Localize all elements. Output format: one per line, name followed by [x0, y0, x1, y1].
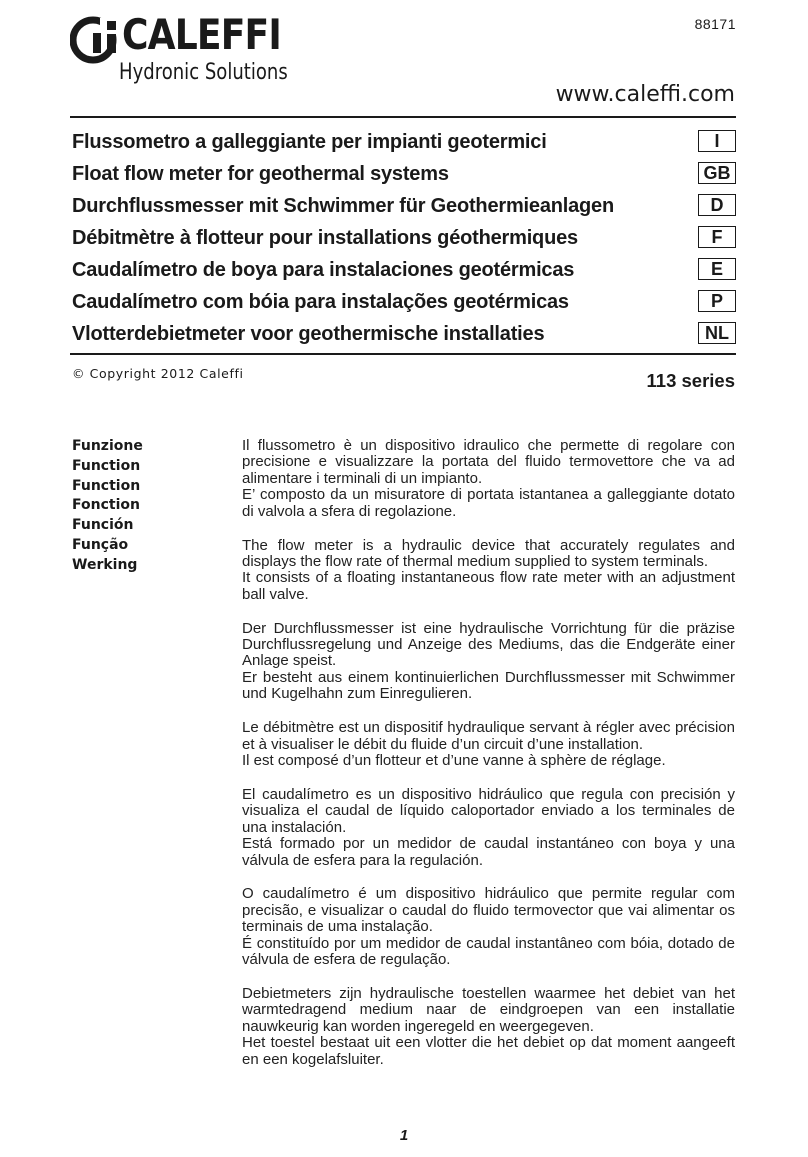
title-divider [70, 353, 736, 355]
caleffi-logo [70, 10, 300, 94]
paragraph-text: É constituído por um medidor de caudal instantâneo com bóia, dotado de válvula de esfera de regulação. [242, 934, 735, 969]
paragraph-text: Il est composé d’un flotteur et d’une vanne à sphère de réglage. [242, 752, 666, 769]
function-label: Funzione [72, 438, 143, 454]
copyright-notice: © Copyright 2012 Caleffi [72, 366, 244, 381]
title-text: Flussometro a galleggiante per impianti geotermici [72, 130, 547, 153]
title-text: Caudalímetro de boya para instalaciones geotérmicas [72, 258, 575, 281]
language-code-box: NL [698, 322, 736, 344]
paragraph-text: Het toestel bestaat uit een vlotter die het debiet op dat moment aangeeft en een kogelafsluiter. [242, 1034, 735, 1068]
title-row-f [72, 222, 736, 254]
paragraph-text: It consists of a floating instantaneous flow rate meter with an adjustment ball valve. [242, 569, 735, 603]
paragraph-text: Er besteht aus einem kontinuierlichen Durchflussmesser mit Schwimmer und Kugelhahn zum Einregulieren. [242, 668, 735, 703]
website-url[interactable]: www.caleffi.com [555, 82, 735, 107]
language-code-box: GB [698, 162, 736, 184]
function-label: Function [72, 457, 141, 474]
title-text: Vlotterdebietmeter voor geothermische installaties [72, 322, 545, 345]
paragraph-text: E’ composto da un misuratore di portata istantanea a galleggiante dotato di valvola a sfera di regolazione. [242, 486, 735, 520]
paragraph-f [242, 720, 735, 769]
title-row-nl [72, 318, 736, 350]
function-label: Function [72, 477, 141, 494]
paragraph-text: Debietmeters zijn hydraulische toestellen waarmee het debiet van het warmtedragend medium naar de eindgroepen van een installatie nauwkeurig kan worden ingeregeld en weergegeven. [242, 984, 735, 1035]
paragraph-text: Il flussometro è un dispositivo idraulico che permette di regolare con precisione e visualizzare la portata del fluido termovettore che va ad alimentare i terminali di un impianto. [242, 437, 735, 487]
function-label: Fonction [72, 497, 140, 514]
title-row-d [72, 190, 736, 222]
paragraph-text: The flow meter is a hydraulic device that accurately regulates and displays the flow rate of thermal medium supplied to system terminals. [242, 536, 735, 570]
brand-tagline: Hydronic Solutions [119, 60, 288, 85]
paragraph-text: Der Durchflussmesser ist eine hydraulische Vorrichtung für die präzise Durchflussregelung und Anzeige des Mediums, das die Endgeräte einer Anlage speist. [242, 619, 735, 670]
header-divider [70, 116, 736, 118]
brand-name: CALEFFI [122, 10, 281, 59]
title-list [72, 126, 736, 350]
title-text: Caudalímetro com bóia para instalações geotérmicas [72, 290, 569, 313]
caleffi-logo-icon [70, 14, 120, 64]
paragraph-e [242, 787, 735, 869]
page-number: 1 [399, 1127, 409, 1144]
function-description-column [242, 438, 735, 1086]
paragraph-text: O caudalímetro é um dispositivo hidráulico que permite regular com precisão, e visualizar o caudal do fluido termovector que vai alimentar os terminais de uma instalação. [242, 885, 735, 936]
title-row-p [72, 286, 736, 318]
product-series: 113 series [646, 370, 735, 391]
language-code-box: I [698, 130, 736, 152]
title-text: Float flow meter for geothermal systems [72, 162, 449, 185]
paragraph-text: Está formado por un medidor de caudal instantáneo con boya y una válvula de esfera para la regulación. [242, 835, 735, 869]
paragraph-text: Le débitmètre est un dispositif hydraulique servant à régler avec précision et à visualiser le débit du fluide d’un circuit d’une installation. [242, 719, 735, 753]
document-code: 88171 [694, 16, 736, 32]
language-code-box: D [698, 194, 736, 216]
function-label: Werking [72, 556, 138, 573]
function-label-list [72, 437, 143, 576]
paragraph-it [242, 438, 735, 520]
language-code-box: E [698, 258, 736, 280]
paragraph-p [242, 886, 735, 968]
function-label: Función [72, 517, 134, 534]
paragraph-text: El caudalímetro es un dispositivo hidráulico que regula con precisión y visualiza el caudal de líquido caloportador enviado a los terminales de una instalación. [242, 785, 735, 836]
title-text: Durchflussmesser mit Schwimmer für Geothermieanlagen [72, 194, 614, 217]
language-code-box: P [698, 290, 736, 312]
title-row-it [72, 126, 736, 158]
paragraph-nl [242, 986, 735, 1068]
title-row-e [72, 254, 736, 286]
title-row-gb [72, 158, 736, 190]
paragraph-gb [242, 538, 735, 604]
language-code-box: F [698, 226, 736, 248]
title-text: Débitmètre à flotteur pour installations géothermiques [72, 226, 578, 249]
paragraph-d [242, 621, 735, 703]
function-label: Função [72, 536, 129, 553]
